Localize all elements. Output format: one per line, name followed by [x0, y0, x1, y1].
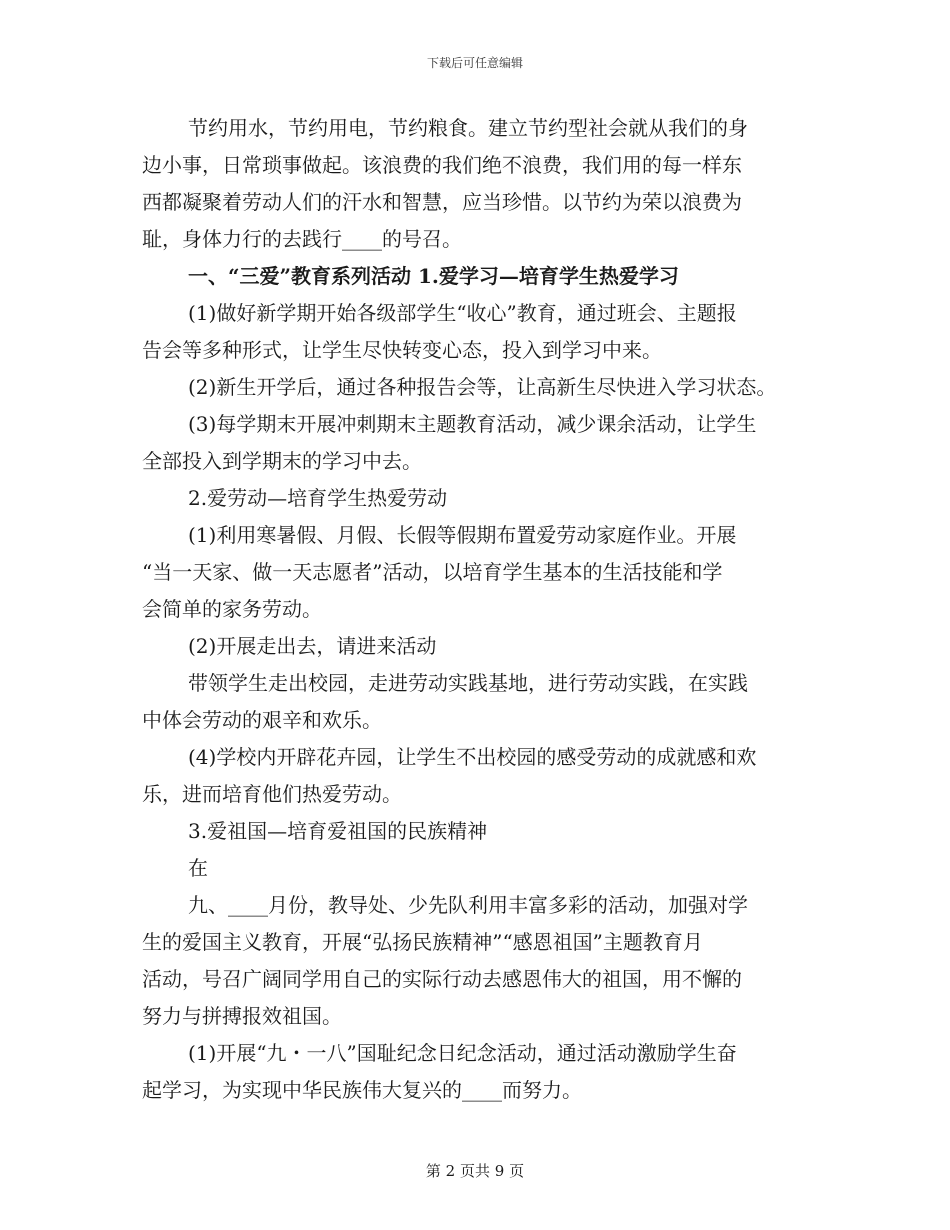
text-line: 会简单的家务劳动。 [142, 597, 322, 621]
text-line: “当一天家、做一天志愿者”活动，以培育学生基本的生活技能和学 [142, 560, 723, 584]
document-body [142, 110, 812, 1109]
text-line: 中体会劳动的艰辛和欢乐。 [142, 708, 382, 732]
text-line: 西都凝聚着劳动人们的汗水和智慧，应当珍惜。以节约为荣以浪费为 [142, 190, 742, 214]
text-line: (3)每学期末开展冲刺期末主题教育活动，减少课余活动，让学生 [188, 412, 757, 436]
text-line: (2)新生开学后，通过各种报告会等，让高新生尽快进入学习状态。 [188, 375, 777, 399]
text-line: 3.爱祖国—培育爱祖国的民族精神 [188, 819, 488, 843]
text-line: 带领学生走出校园，走进劳动实践基地，进行劳动实践，在实践 [188, 671, 748, 695]
text-line: 九、____月份，教导处、少先队利用丰富多彩的活动，加强对学 [188, 893, 748, 917]
text-line: (1)做好新学期开始各级部学生“收心”教育，通过班会、主题报 [188, 301, 737, 325]
page-header: 下载后可任意编辑 [426, 56, 523, 70]
text-line: 乐，进而培育他们热爱劳动。 [142, 782, 402, 806]
text-line: 生的爱国主义教育，开展“弘扬民族精神”“感恩祖国”主题教育月 [142, 930, 703, 954]
text-line: 2.爱劳动—培育学生热爱劳动 [188, 486, 448, 510]
text-line: 耻，身体力行的去践行____的号召。 [142, 227, 462, 251]
text-line: 一、“三爱”教育系列活动 1.爱学习—培育学生热爱学习 [188, 264, 679, 288]
text-line: 活动，号召广阔同学用自己的实际行动去感恩伟大的祖国，用不懈的 [142, 967, 742, 991]
text-line: 全部投入到学期末的学习中去。 [142, 449, 422, 473]
text-line: (4)学校内开辟花卉园，让学生不出校园的感受劳动的成就感和欢 [188, 745, 757, 769]
text-line: (1)利用寒暑假、月假、长假等假期布置爱劳动家庭作业。开展 [188, 523, 737, 547]
text-line: 起学习，为实现中华民族伟大复兴的____而努力。 [142, 1078, 582, 1102]
page-footer: 第 2 页共 9 页 [425, 1162, 525, 1180]
text-line: 努力与拼搏报效祖国。 [142, 1004, 342, 1028]
text-line: 在 [188, 856, 208, 880]
text-line: 节约用水，节约用电，节约粮食。建立节约型社会就从我们的身 [188, 116, 748, 140]
text-line: (1)开展“九・一八”国耻纪念日纪念活动，通过活动激励学生奋 [188, 1041, 737, 1065]
text-line: 告会等多种形式，让学生尽快转变心态，投入到学习中来。 [142, 338, 662, 362]
text-line: (2)开展走出去，请进来活动 [188, 634, 437, 658]
text-line: 边小事，日常琐事做起。该浪费的我们绝不浪费，我们用的每一样东 [142, 153, 742, 177]
